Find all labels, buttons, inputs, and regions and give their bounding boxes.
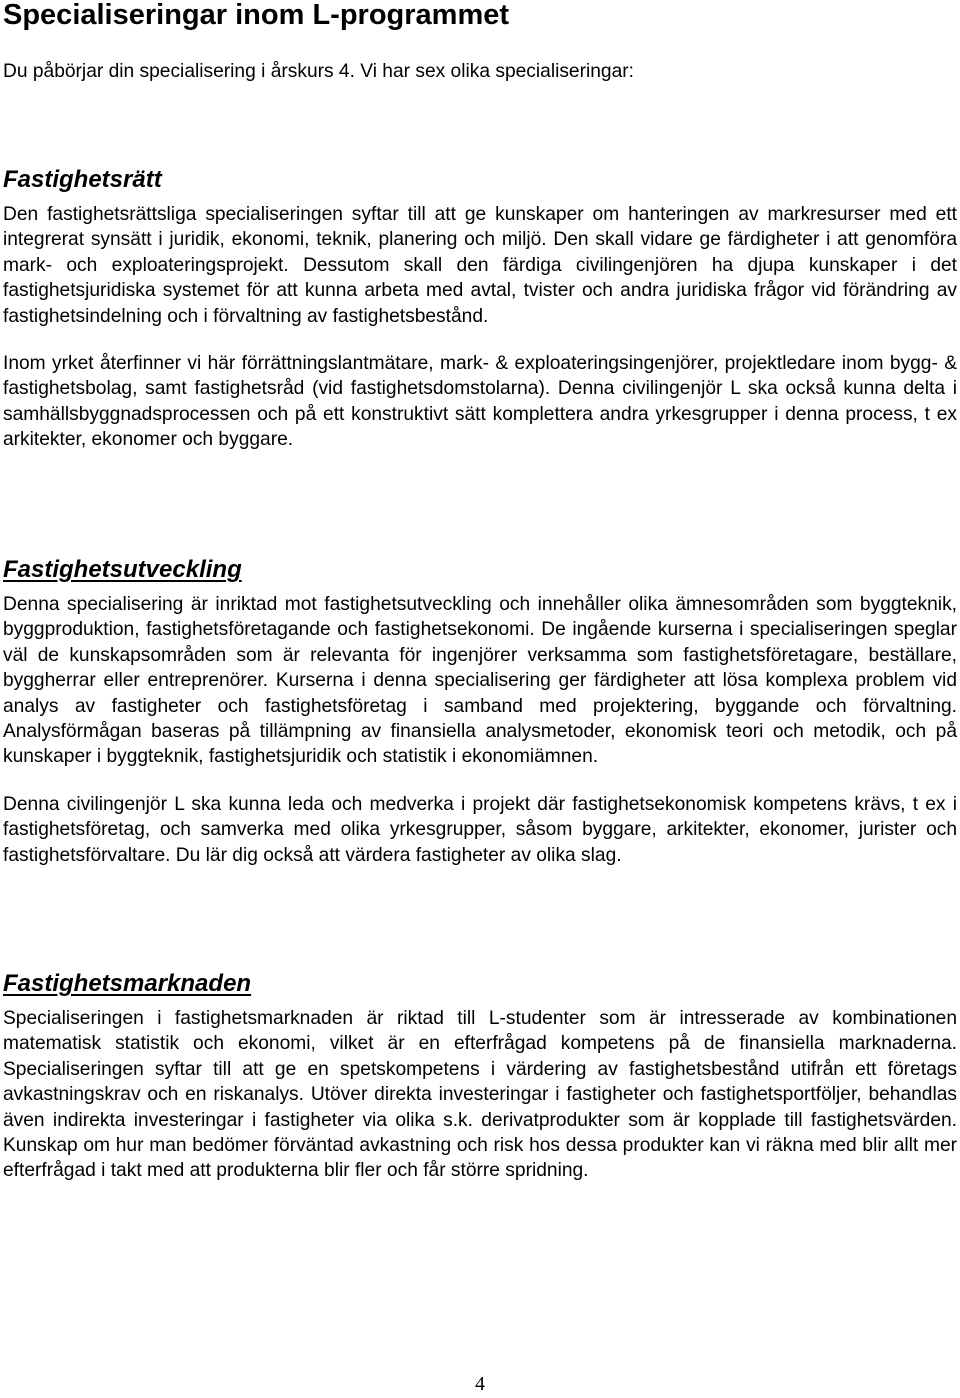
section-heading: Fastighetsmarknaden: [3, 970, 252, 997]
section-fastighetsratt: [3, 165, 957, 453]
intro-text: Du påbörjar din specialisering i årskurs 4. Vi har sex olika specialiseringar:: [3, 61, 634, 82]
page-number: 4: [475, 1373, 485, 1395]
section-heading: Fastighetsrätt: [3, 166, 162, 193]
document-page: [3, 0, 957, 84]
section-paragraph: Denna civilingenjör L ska kunna leda och medverka i projekt där fastighetsekonomisk kompetens krävs, t ex i fastighetsföretag, och samverka med olika yrkesgrupper, såsom byggare, arkitekter, ekonomer, jurister och fastighetsförvaltare. Du lär dig också att värdera fastigheter av olika slag.: [3, 793, 957, 866]
section-paragraph: Denna specialisering är inriktad mot fastighetsutveckling och innehåller olika ämnesområden som byggteknik, byggproduktion, fastighetsföretagande och fastighetsekonomi. De ingående kurserna i specialiseringen speglar väl de kunskapsområden som är relevanta för ingenjörer verksamma som fastighetsföretagare, beställare, byggherrar eller entreprenörer. Kurserna i denna specialisering ger färdigheter att lösa komplexa problem vid analys av fastigheter och fastighetsföretag i samband med projektering, byggande och förvaltning. Analysförmågan baseras på tillämpning av finansiella analysmetoder, ekonomisk teori och metodik, och på kunskaper i byggteknik, fastighetsjuridik och statistik i ekonomiämnen.: [3, 594, 957, 768]
section-paragraph: Den fastighetsrättsliga specialiseringen syftar till att ge kunskaper om hanteringen av markresurser med ett integrerat synsätt i juridik, ekonomi, teknik, planering och miljö. Den skall vidare ge färdigheter i att genomföra mark- och exploateringsprojekt. Dessutom skall den färdiga civilingenjören ha djupa kunskaper i det fastighetsjuridiska systemet för att kunna arbeta med avtal, tvister och andra juridiska frågor vid förändring av fastighetsindelning och i förvaltning av fastighetsbestånd.: [3, 204, 957, 327]
section-fastighetsutveckling: [3, 555, 957, 868]
section-fastighetsmarknaden: [3, 969, 957, 1184]
section-paragraph: Inom yrket återfinner vi här förrättningslantmätare, mark- & exploateringsingenjörer, projektledare inom bygg- & fastighetsbolag, samt fastighetsråd (vid fastighetsdomstolarna). Denna civilingenjör L ska också kunna delta i samhällsbyggnadsprocessen och på ett konstruktivt sätt komplettera andra yrkesgrupper i denna process, t ex arkitekter, ekonomer och byggare.: [3, 353, 957, 451]
section-heading: Fastighetsutveckling: [3, 556, 242, 583]
section-paragraph: Specialiseringen i fastighetsmarknaden är riktad till L-studenter som är intresserade av kombinationen matematisk statistik och ekonomi, vilket är en efterfrågad kompetens på de finansiella marknaderna. Specialiseringen syftar till att ge en spetskompetens i värdering av fastighetsbestånd utifrån ett företags avkastningskrav och en riskanalys. Utöver direkta investeringar i fastigheter och fastighetsportföljer, behandlas även indirekta investeringar i fastigheter via olika s.k. derivatprodukter som är kopplade till fastighetsvärden. Kunskap om hur man bedömer förväntad avkastning och risk hos dessa produkter kan vi räkna med blir allt mer efterfrågad i takt med att produkterna blir fler och får större spridning.: [3, 1008, 957, 1182]
document-title: Specialiseringar inom L-programmet: [3, 0, 510, 31]
